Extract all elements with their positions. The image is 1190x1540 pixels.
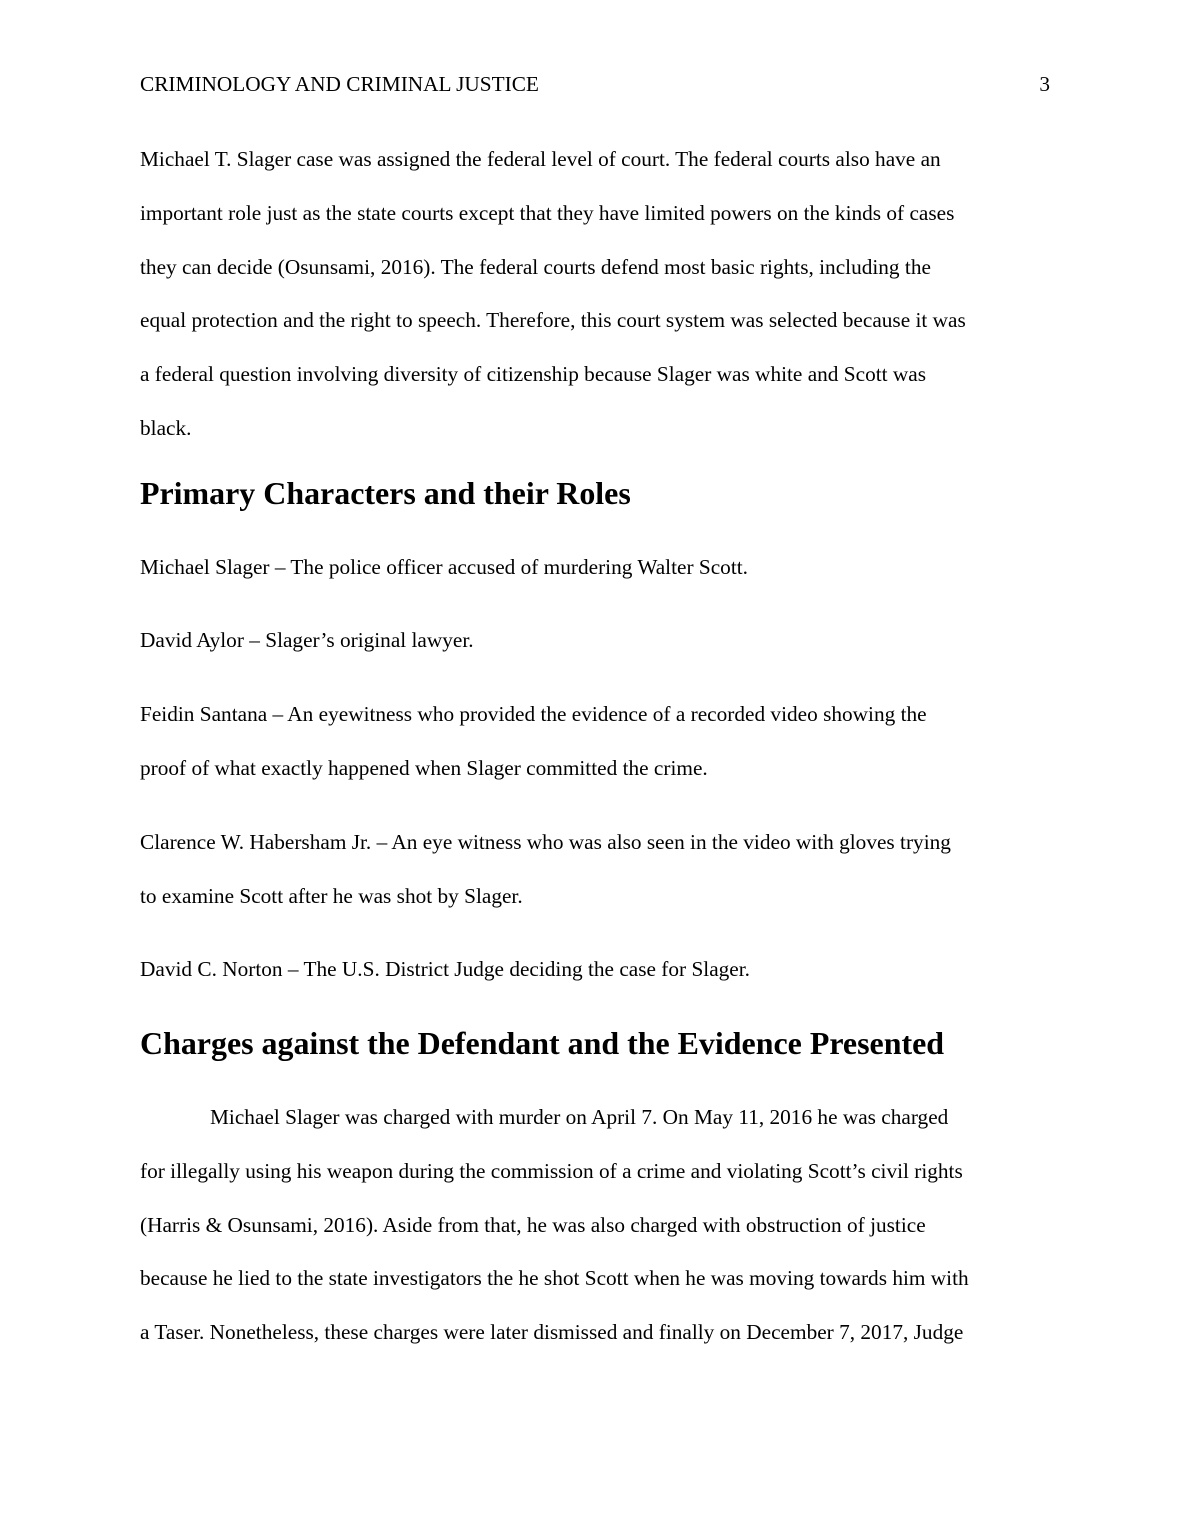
text-line: because he lied to the state investigators the he shot Scott when he was moving towards him with	[140, 1266, 969, 1291]
running-head: CRIMINOLOGY AND CRIMINAL JUSTICE	[140, 72, 539, 96]
character-entry	[140, 541, 1050, 595]
charges-paragraph	[140, 1091, 1050, 1360]
text-line: David Aylor – Slager’s original lawyer.	[140, 628, 474, 653]
section-heading-charges: Charges against the Defendant and the Evidence Presented	[140, 1026, 945, 1062]
text-line: proof of what exactly happened when Slager committed the crime.	[140, 755, 708, 780]
text-line: important role just as the state courts except that they have limited powers on the kinds of cases	[140, 200, 955, 225]
text-line: (Harris & Osunsami, 2016). Aside from that, he was also charged with obstruction of justice	[140, 1212, 926, 1237]
text-line: a federal question involving diversity of citizenship because Slager was white and Scott was	[140, 362, 926, 387]
text-line	[140, 1091, 1050, 1145]
text-line: Michael Slager – The police officer accused of murdering Walter Scott.	[140, 554, 748, 579]
page-number: 3	[1039, 72, 1050, 96]
character-entry	[140, 614, 1050, 668]
text-line-content: Michael Slager was charged with murder on April 7. On May 11, 2016 he was charged	[210, 1104, 949, 1129]
text-line: Feidin Santana – An eyewitness who provided the evidence of a recorded video showing the	[140, 702, 927, 727]
text-line: a Taser. Nonetheless, these charges were later dismissed and finally on December 7, 2017, Judge	[140, 1320, 964, 1345]
text-line: black.	[140, 415, 192, 440]
character-entry	[140, 688, 1050, 796]
document-body	[140, 133, 1050, 1360]
text-line: to examine Scott after he was shot by Slager.	[140, 883, 523, 908]
text-line: David C. Norton – The U.S. District Judge deciding the case for Slager.	[140, 957, 750, 982]
section-heading-characters: Primary Characters and their Roles	[140, 475, 631, 511]
text-line: equal protection and the right to speech. Therefore, this court system was selected because it was	[140, 308, 966, 333]
text-line: for illegally using his weapon during the commission of a crime and violating Scott’s civil rights	[140, 1158, 963, 1183]
text-line: Michael T. Slager case was assigned the federal level of court. The federal courts also have an	[140, 147, 941, 171]
intro-paragraph	[140, 133, 1050, 456]
character-entry	[140, 943, 1050, 997]
character-entry	[140, 816, 1050, 924]
text-line: they can decide (Osunsami, 2016). The federal courts defend most basic rights, including the	[140, 254, 931, 279]
text-line: Clarence W. Habersham Jr. – An eye witness who was also seen in the video with gloves trying	[140, 829, 951, 854]
